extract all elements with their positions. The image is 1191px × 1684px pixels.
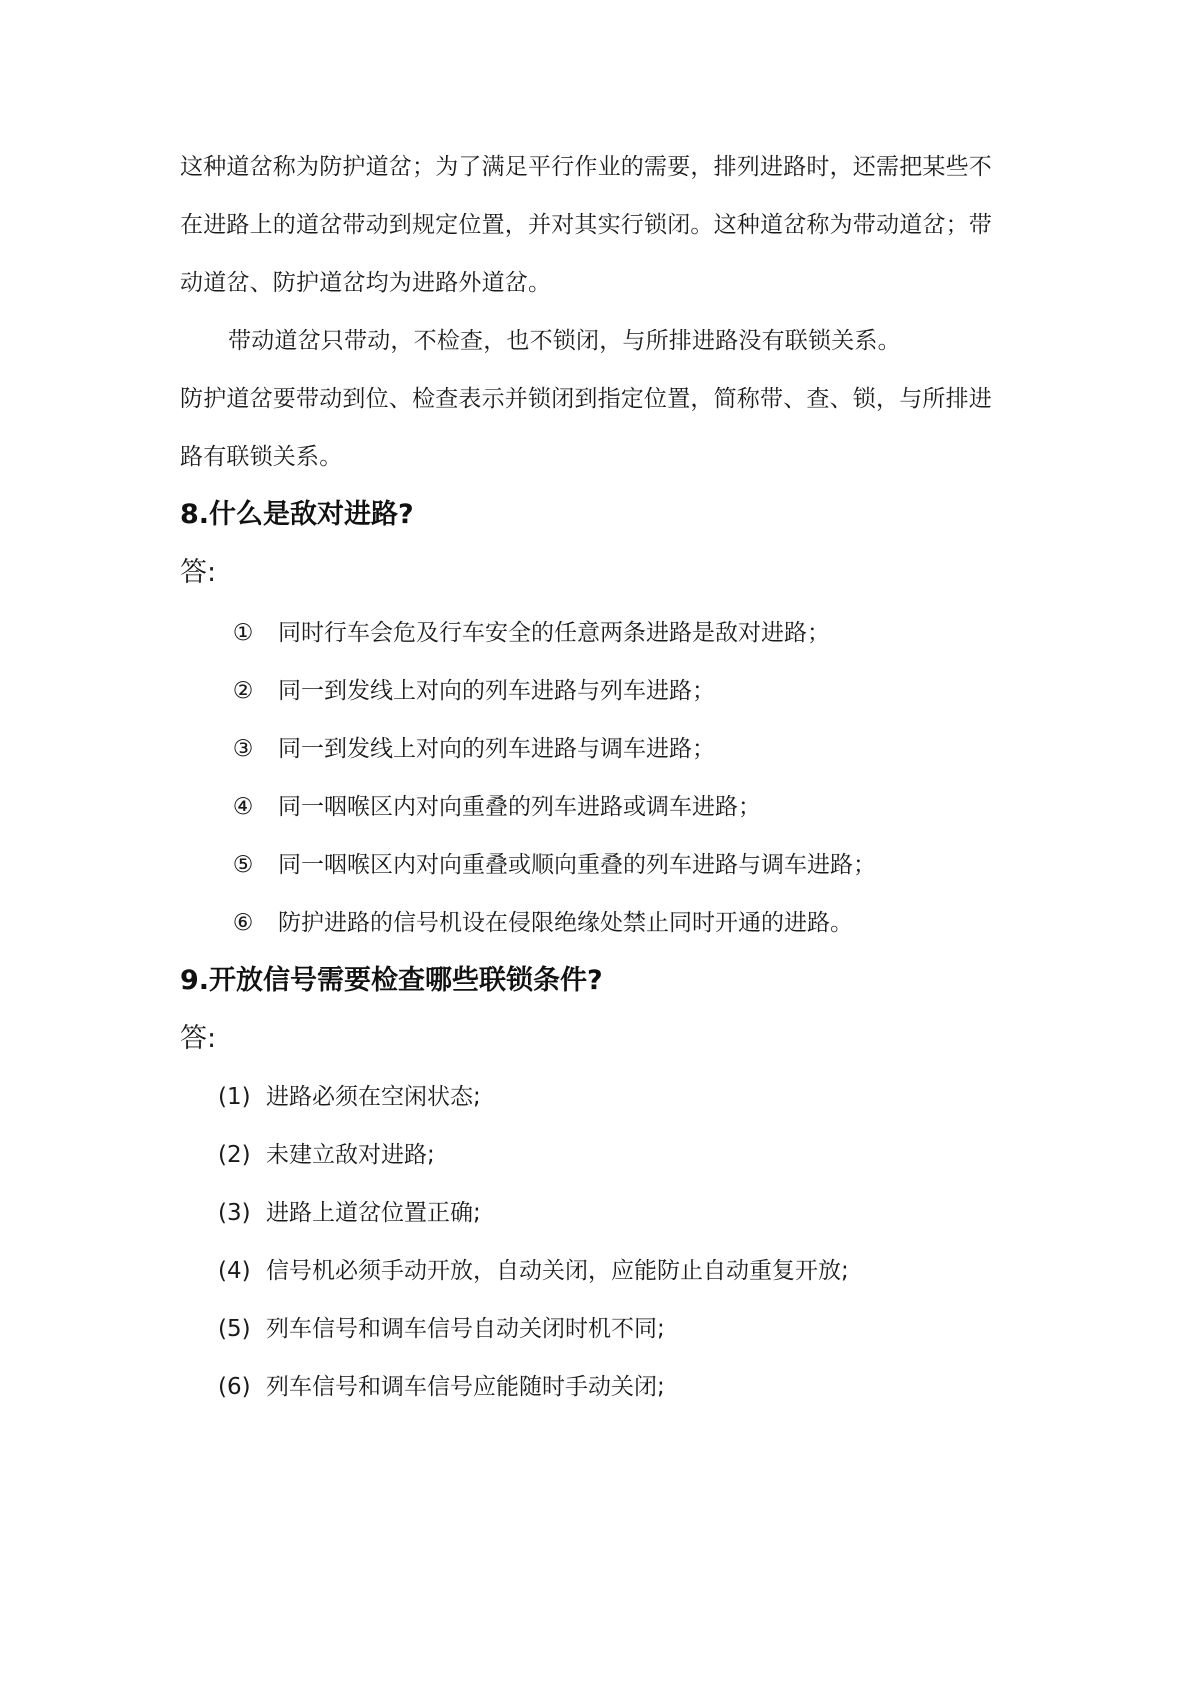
list-item <box>218 1198 1018 1228</box>
list-item-text: 同一到发线上对向的列车进路与调车进路； <box>278 736 715 762</box>
paragraph-line: 这种道岔称为防护道岔；为了满足平行作业的需要，排列进路时，还需把某些不 <box>180 154 992 180</box>
list-item-text: 同一到发线上对向的列车进路与列车进路； <box>278 678 715 704</box>
list-marker: ③ <box>232 736 254 762</box>
list-item <box>218 1140 1018 1170</box>
list-marker: ② <box>232 678 254 704</box>
list-item-text: 同一咽喉区内对向重叠的列车进路或调车进路； <box>278 794 761 820</box>
list-item-text: 同一咽喉区内对向重叠或顺向重叠的列车进路与调车进路； <box>278 852 876 878</box>
list-item-text: 列车信号和调车信号自动关闭时机不同; <box>266 1316 665 1342</box>
list-marker: (4) <box>218 1258 251 1284</box>
list-item-text: 进路上道岔位置正确; <box>266 1200 481 1226</box>
list-item <box>218 1372 1018 1402</box>
list-item-text: 信号机必须手动开放，自动关闭，应能防止自动重复开放; <box>266 1258 849 1284</box>
list-marker: (2) <box>218 1142 251 1168</box>
list-item-text: 同时行车会危及行车安全的任意两条进路是敌对进路； <box>278 620 830 646</box>
list-item <box>218 1314 1018 1344</box>
list-marker: ⑥ <box>232 910 254 936</box>
question-8-heading: 8.什么是敌对进路? <box>180 499 414 530</box>
list-item <box>218 1256 1018 1286</box>
list-item <box>228 908 1028 938</box>
list-item-text: 进路必须在空闲状态; <box>266 1084 481 1110</box>
answer-label: 答: <box>180 1023 217 1054</box>
list-item-text: 未建立敌对进路; <box>266 1142 435 1168</box>
paragraph-line: 动道岔、防护道岔均为进路外道岔。 <box>180 270 552 296</box>
list-item <box>228 676 1028 706</box>
list-item <box>228 618 1028 648</box>
list-item-text: 列车信号和调车信号应能随时手动关闭; <box>266 1374 665 1400</box>
list-item-text: 防护进路的信号机设在侵限绝缘处禁止同时开通的进路。 <box>278 910 853 936</box>
answer-label: 答: <box>180 557 217 588</box>
list-marker: (5) <box>218 1316 251 1342</box>
list-marker: ① <box>232 620 254 646</box>
list-marker: (6) <box>218 1374 251 1400</box>
list-item <box>218 1082 1018 1112</box>
paragraph-line: 路有联锁关系。 <box>180 444 343 470</box>
paragraph-line: 防护道岔要带动到位、检查表示并锁闭到指定位置，简称带、查、锁，与所排进 <box>180 386 992 412</box>
list-marker: ④ <box>232 794 254 820</box>
question-9-heading: 9.开放信号需要检查哪些联锁条件? <box>180 965 603 996</box>
list-item <box>228 792 1028 822</box>
list-item <box>228 734 1028 764</box>
list-marker: (1) <box>218 1084 251 1110</box>
list-marker: ⑤ <box>232 852 254 878</box>
paragraph-line: 在进路上的道岔带动到规定位置，并对其实行锁闭。这种道岔称为带动道岔；带 <box>180 212 992 238</box>
list-marker: (3) <box>218 1200 251 1226</box>
list-item <box>228 850 1028 880</box>
paragraph-line: 带动道岔只带动，不检查，也不锁闭，与所排进路没有联锁关系。 <box>228 328 901 354</box>
